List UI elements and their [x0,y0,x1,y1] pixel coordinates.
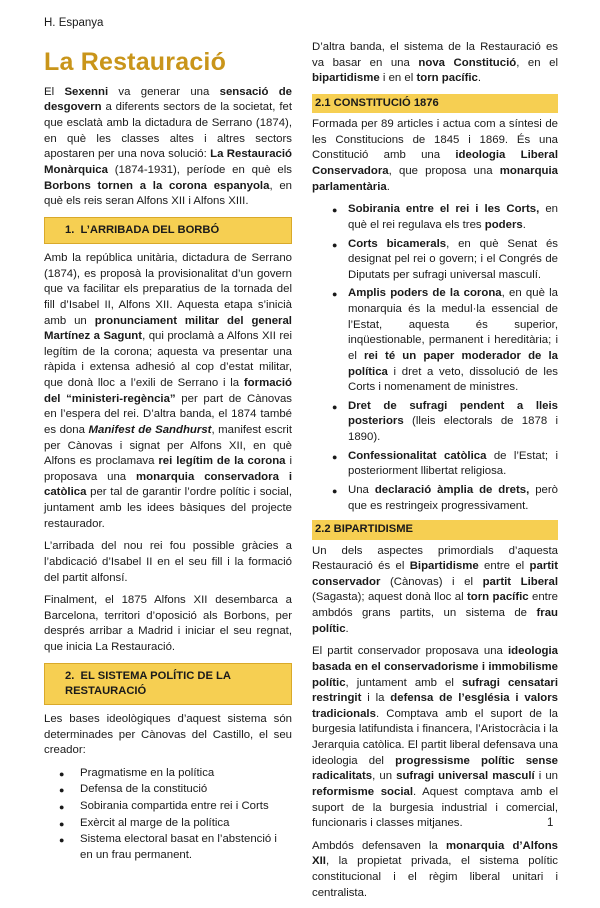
right-column [312,40,558,908]
section-1-paragraph-2: L’arribada del nou rei fou possible gràcies a l’abdicació d’Isabel II en el seu fill i la formació del partit alfonsí. [44,540,292,584]
section-1-paragraph-1: Amb la república unitària, dictadura de Serrano (1874), es proposà la provisionalitat d’un govern que va facilitar els preparatius de la tornada del fill d’Isabel II, Alfons XII. Aquesta etapa s’inicià amb un pronunciament militar del general Martínez a Sagunt, qui proclamà a Alfons XII rei legítim de la corona; aquesta va presentar una ràpida i extensa adhesió al cop d’estat militar, que donà lloc a l’exili de Serrano i la formació del “ministeri-regència” per part de Cànovas en l’espera del rei. D’altra banda, el 1874 també es dona Manifest de Sandhurst, manifest escrit per Cànovas i signat per Alfons XII, en què Alfons es proclamava rei legítim de la corona i proposava una monarquia conservadora i catòlica per tal de garantir l’ordre polític i social, juntament amb les idees bàsiques del projecte restaurador. [44,252,293,530]
list-item: ● Confessionalitat catòlica de l’Estat; i posteriorment llibertat religiosa. [312,449,558,480]
list-item: ● Corts bicamerals, en què Senat és designat pel rei o govern; i el Congrés de Diputats per sufragi universal masculí. [312,237,558,284]
list-item: ● Sistema electoral basat en l’abstenció i en un frau permanent. [44,832,292,863]
subsection-2-2-heading: 2.2 BIPARTIDISME [312,520,558,539]
list-item: ● Pragmatisme en la política [44,766,292,782]
list-item: ● Amplis poders de la corona, en què la monarquia és la medul·la essencial de l’Estat, aquesta és superior, inqüestionable, permanent i hereditària; i el rei té un paper moderador de la política i dret a veto, dissolució de les Corts i nomenament de ministres. [312,286,558,395]
section-2-intro: Les bases ideològiques d’aquest sistema són determinades per Cànovas del Castillo, el seu creador: [44,712,292,757]
section-1-paragraph-3: Finalment, el 1875 Alfons XII desembarca a Barcelona, territori d’oposició als Borbons, per després arribar a Madrid i iniciar el seu regnat, que inicia La Restauració. [44,594,292,654]
list-item: ● Defensa de la constitució [44,782,292,798]
bipartidisme-paragraph-1: Un dels aspectes primordials d’aquesta Restauració és el Bipartidisme entre el partit conservador (Cànovas) i el partit Liberal (Sagasta); aquest donà lloc al torn pacífic entre ambdós grans partits, un sistema de frau polític. [312,544,559,635]
list-item: ● Dret de sufragi pendent a lleis posteriors (lleis electorals de 1878 i 1890). [312,399,558,446]
list-item: ● Sobirania compartida entre rei i Corts [44,799,292,815]
left-column [44,48,292,870]
right-intro-paragraph: D’altra banda, el sistema de la Restauració es va basar en una nova Constitució, en el bipartidisme i en el torn pacífic. [312,41,558,85]
subsection-2-1-heading: 2.1 CONSTITUCIÓ 1876 [312,94,558,113]
intro-paragraph: El Sexenni va generar una sensació de desgovern a diferents sectors de la societat, fet que esclatà amb la dictadura de Serrano (1874), en què les classes altes i altres sectors apostaren per una nova solució: La Restauració Monàrquica (1874-1931), període en què els Borbons tornen a la corona espanyola, en què els reis seran Alfons XII i Alfons XIII. [44,85,293,208]
page-title: La Restauració [44,48,227,76]
list-item: ● Una declaració àmplia de drets, però que es restringeix progressivament. [312,483,558,514]
page-number: 1 [547,817,554,829]
subsection-2-1-intro: Formada per 89 articles i actua com a síntesi de les Constitucions de 1845 i 1869. És una Constitució amb una ideologia Liberal Conservadora, que proposa una monarquia parlamentària. [312,118,558,193]
constitution-bullet-list [312,202,558,514]
list-item: ● Exèrcit al marge de la política [44,816,292,832]
list-item: ● Sobirania entre el rei i les Corts, en què el rei regulava els tres poders. [312,202,558,233]
author-header: H. Espanya [44,17,104,29]
section-2-bullet-list [44,766,292,864]
section-2-heading: 2. EL SISTEMA POLÍTIC DE LA RESTAURACIÓ [44,663,292,705]
bipartidisme-paragraph-2: El partit conservador proposava una ideologia basada en el conservadorisme i immobilisme polític, juntament amb el sufragi censatari restringit i la defensa de l’església i valors tradicionals. Comptava amb el suport de la burgesia latifundista i financera, l’Aristocràcia i la Jerarquia catòlica. El partit liberal defensava una ideologia del progressisme polític sense radicalitats, un sufragi universal masculí i un reformisme social. Aquest comptava amb el suport de la burgesia industrial i comercial, funcionaris i classes mitjanes. [312,645,558,830]
section-1-heading: 1. L’ARRIBADA DEL BORBÓ [44,217,292,244]
bipartidisme-paragraph-3: Ambdós defensaven la monarquia d’Alfons XII, la propietat privada, el sistema polític constitucional i el règim liberal unitari i centralista. [312,839,558,899]
